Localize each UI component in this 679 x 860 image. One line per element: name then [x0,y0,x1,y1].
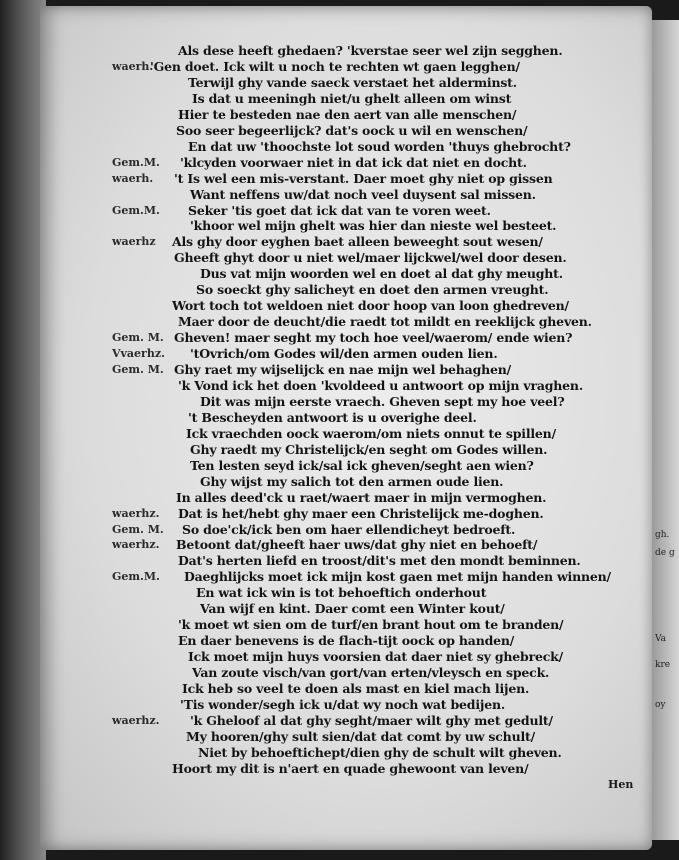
verse-text: En wat ick win is tot behoeftich onderhout [196,585,487,601]
verse-text: Hoort my dit is n'aert en quade ghewoont van leven/ [172,760,529,776]
verse-text: 'Tis wonder/segh ick u/dat wy noch wat bedijen. [180,696,505,712]
verse-text: Van wijf en kint. Daer comt een Winter kout/ [200,601,505,617]
verse-text: Terwijl ghy vande saeck verstaet het alderminst. [188,74,517,90]
speaker-label: waerhz. [112,538,160,552]
speaker-label: waerh. [112,59,154,73]
verse-text: 'khoor wel mijn ghelt was hier dan nieste wel besteet. [190,218,557,234]
speaker-label: Gem.M. [112,203,160,217]
verse-text: Niet by behoeftichept/dien ghy de schult wilt gheven. [198,744,562,760]
speaker-label: Gem.M. [112,155,160,169]
verse-text: Gheeft ghyt door u niet wel/maer lijckwel/wel door desen. [174,250,567,266]
verse-text: Als ghy door eyghen baet alleen beweeght sout wesen/ [172,234,543,250]
catchword: Hen [608,778,634,791]
facing-page-fragment: gh. [655,530,670,540]
verse-text: Ghy raet my wijselijck en nae mijn wel behaghen/ [174,362,512,377]
verse-text: Als dese heeft ghedaen? 'kverstae seer wel zijn segghen. [178,43,563,58]
verse-text: Van zoute visch/van gort/van erten/vleysch en speck. [192,665,550,681]
verse-text: Betoont dat/gheeft haer uws/dat ghy niet en behoeft/ [176,537,538,553]
facing-page-edge [652,20,679,840]
facing-page-fragment: Va [655,634,667,644]
verse-text: En dat uw 'thoochste lot soud worden 'thuys ghebrocht? [188,138,571,154]
verse-lines [40,6,652,850]
speaker-label: waerhz [112,235,156,249]
verse-text: Ick vraechden oock waerom/om niets onnut te spillen/ [186,425,556,441]
verse-text: 'klcyden voorwaer niet in dat ick dat niet en docht. [180,154,527,170]
verse-text: 't Is wel een mis-verstant. Daer moet ghy niet op gissen [174,170,553,186]
verse-text: 'k moet wt sien om de turf/en brant hout om te branden/ [178,617,564,633]
verse-text: Ghy wijst my salich tot den armen oude lien. [200,473,504,489]
verse-text: En daer benevens is de flach-tijt oock op handen/ [178,633,515,649]
verse-text: 'k Vond ick het doen 'kvoldeed u antwoort op mijn vraghen. [178,377,583,393]
verse-text: In alles deed'ck u raet/waert maer in mijn vermoghen. [176,489,547,505]
speaker-label: Gem.M. [112,570,160,584]
verse-text: Wort toch tot weldoen niet door hoop van loon ghedreven/ [172,298,569,314]
verse-text: Maer door de deucht/die raedt tot mildt en reeklijck gheven. [178,314,592,330]
verse-text: Dat is het/hebt ghy maer een Christelijck me-doghen. [178,505,544,521]
speaker-label: Gem. M. [112,331,164,345]
facing-page-fragment: oy [655,700,666,710]
verse-text: Seker 'tis goet dat ick dat van te voren weet. [188,202,491,218]
verse-line [40,760,652,778]
verse-text: 'k Gheloof al dat ghy seght/maer wilt ghy met gedult/ [190,712,553,728]
verse-text: Hier te besteden nae den aert van alle menschen/ [178,106,517,122]
document-page [40,6,652,850]
verse-text: Want neffens uw/dat noch veel duysent sal missen. [190,186,536,202]
verse-text: Dit was mijn eerste vraech. Gheven sept my hoe veel? [200,393,565,409]
verse-text: Ick moet mijn huys voorsien dat daer niet sy ghebreck/ [188,649,563,665]
verse-text: Ghy raedt my Christelijck/en seght om Godes willen. [190,441,548,457]
verse-text: 'Gen doet. Ick wilt u noch te rechten wt gaen legghen/ [150,58,520,74]
speaker-label: Vvaerhz. [112,347,165,361]
speaker-label: Gem. M. [112,522,164,536]
verse-text: Ten lesten seyd ick/sal ick gheven/seght aen wien? [190,457,534,473]
verse-text: Daeghlijcks moet ick mijn kost gaen met mijn handen winnen/ [184,569,611,585]
speaker-label: waerh. [112,171,154,185]
verse-text: Dus vat mijn woorden wel en doet al dat ghy meught. [200,266,563,282]
verse-text: Gheven! maer seght my toch hoe veel/waerom/ ende wien? [174,330,573,346]
speaker-label: Gem. M. [112,363,164,376]
facing-page-fragment: de g [655,548,675,558]
verse-text: Dat's herten liefd en troost/dit's met den mondt beminnen. [178,553,581,569]
speaker-label: waerhz. [112,506,160,520]
verse-text: Soo seer begeerlijck? dat's oock u wil en wenschen/ [176,122,528,138]
verse-text: 'tOvrich/om Godes wil/den armen ouden lien. [190,346,498,362]
verse-text: 't Bescheyden antwoort is u overighe deel. [188,409,477,425]
verse-text: Ick heb so veel te doen als mast en kiel mach lijen. [182,681,530,696]
facing-page-fragment: kre [655,660,671,670]
verse-text: So soeckt ghy salicheyt en doet den armen vreught. [196,282,549,298]
verse-text: So doe'ck/ick ben om haer ellendicheyt bedroeft. [182,521,516,537]
verse-text: My hooren/ghy sult sien/dat dat comt by uw schult/ [186,728,535,744]
verse-text: Is dat u meeningh niet/u ghelt alleen om winst [192,90,512,106]
speaker-label: waerhz. [112,713,160,727]
